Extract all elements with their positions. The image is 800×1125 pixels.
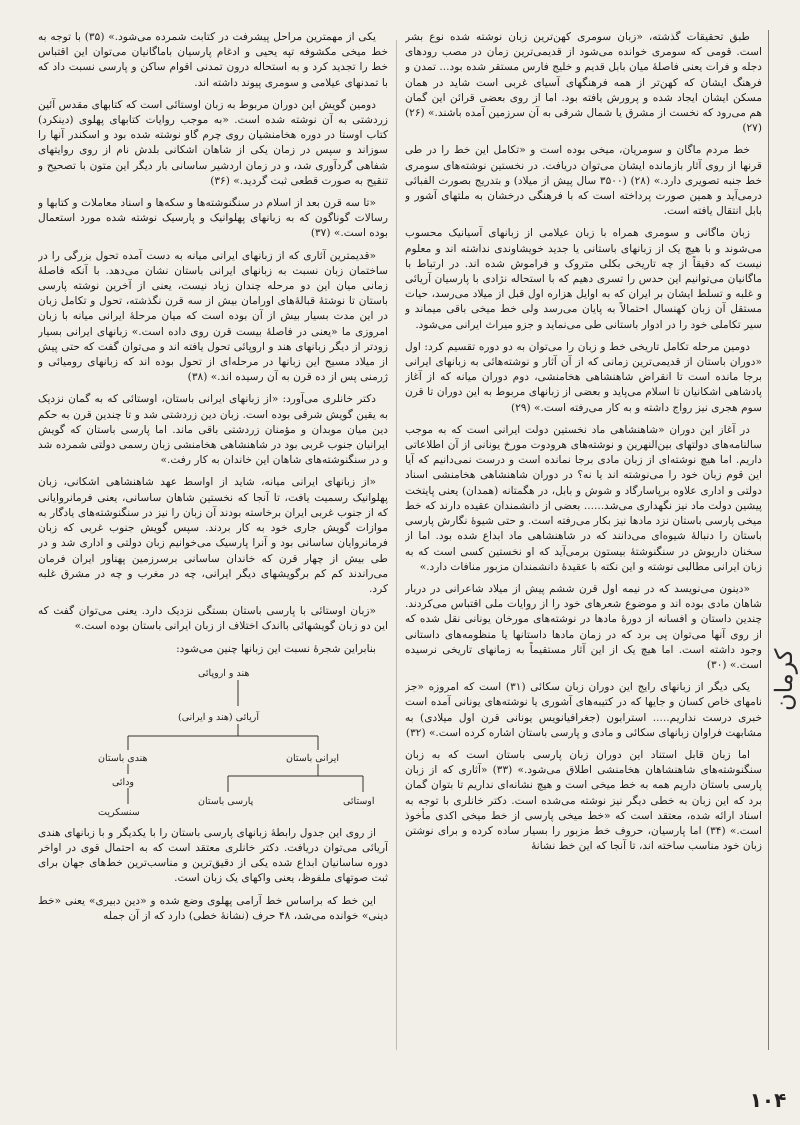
right-column	[405, 30, 762, 1100]
paragraph: اما زبان قابل استناد این دوران زبان پارسی باستان است که به زبان سنگنوشته‌های شاهنشاهان هخامنشی اطلاق می‌شود.» (۳۳) «آثاری که از زبان پارسی باستان داریم همه به خط میخی است و هیچ نشانه‌ای نداریم تا بتوان گمان برد که این زبان به خطی دیگر نیز نوشته می‌شده است. دکتر خانلری با توجه به اسناد ارائه شده، معتقد است که «خط میخی پارسی از خط میخی اکدی مأخوذ است.» (۳۴) اما پارسیان، حروف خط مزبور را بسیار ساده کرده و برای نوشتن زبان خود مناسب ساخته اند، تا آنجا که این خط نشانهٔ	[405, 748, 762, 853]
column-divider	[396, 40, 397, 1050]
tree-node-old-indian: هندی باستان	[98, 752, 148, 764]
tree-node-root: هند و اروپائی	[198, 667, 250, 679]
paragraph: خط مردم ماگان و سومریان، میخی بوده است و «تکامل این خط را در طی قرنها از روی آثار بازمانده ایشان می‌توان دریافت. در نخستین نوشته‌های سومری خط جنبه تصویری دارد.» (۲۸) (۳۵۰۰ سال پیش از میلاد) و بتدریج بصورت الفبائی درمی‌آید و همین صورت پرداخته است که با فرهنگی درخشان به ملتهای آشور و بابل انتقال یافته است.	[405, 144, 762, 218]
paragraph: یکی دیگر از زبانهای رایج این دوران زبان سکائی (۳۱) است که امروزه «جز نامهای خاص کسان و جایها که در کتیبه‌های آشوری یا نوشته‌های یونانی آمده است خبری درست نداریم..... استرابون (جغرافیانویس یونانی قرن اول میلادی) به مشابهت فراوان زبانهای سکائی و مادی و پارسی باستان اشاره کرده است.» (۳۲)	[405, 681, 762, 739]
paragraph: بنابراین شجرهٔ نسبت این زبانها چنین می‌شود:	[176, 642, 376, 655]
paragraph: دومین گویش این دوران مربوط به زبان اوستائی است که کتابهای مقدس آئین زردشتی به آن نوشته شده است. «به موجب روایات کتابهای پهلوی (دینکرد) کتاب اوستا در دوره هخامنشیان روی چرم گاو نوشته شده بود و اسکندر آنها را سوزاند و سپس در زمان یکی از شاهان اشکانی بلدش نام از روی روایتهای شفاهی گردآوری شد، و در زمان اردشیر ساسانی بار دیگر این متون با تصحیح و تنقیح به صورت قطعی ثبت گردید.» (۳۶)	[38, 98, 388, 187]
tree-node-old-iranian: ایرانی باستان	[286, 752, 339, 764]
paragraph: «تا سه قرن بعد از اسلام در سنگنوشته‌ها و سکه‌ها و اسناد معاملات و کتابها و رسالات گوناگون که به زبانهای پهلوانیک و پارسیک نوشته شده مورد استعمال بوده است.» (۳۷)	[38, 197, 388, 240]
page-number: ۱۰۴	[749, 1088, 787, 1112]
paragraph: زبان ماگانی و سومری همراه با زبان عیلامی از زبانهای آسیانیک محسوب می‌شوند و با هیچ یک از زبانهای باستانی یا جدید خویشاوندی نداشته اند و معلوم نیست که دقیقاً از چه تاریخی بکلی متروک و فراموش شده اند. در ارتباط با ماگانیان می‌توانیم این حدس را تسری دهیم که با استحاله نژادی با پارسیان آریائی و غلبه و تسلط ایشان بر ایران که به اوایل هزاره اول قبل از میلاد می‌رسد، حیات مستقل آن زبان کهنسال احتمالاً به پایان می‌رسد ولی خط میخی باقی میماند و سیر تکاملی خود را در ادوار باستانی طی می‌نماید و جزو میراث ایرانی می‌شود.	[405, 227, 762, 331]
tree-node-vedic: ودائی	[112, 776, 135, 788]
paragraph: از روی این جدول رابطهٔ زبانهای پارسی باستان را با یکدیگر و با زبانهای هندی آریائی می‌توان دریافت. دکتر خانلری معتقد است که به احتمال قوی در اواخر دوره ساسانیان ابداع شده یکی از دقیق‌ترین و مناسب‌ترین خط‌های جهان برای ثبت صوتهای ملفوظ، یعنی واکهای یک زبان است.	[38, 826, 388, 885]
page-edge-rule	[768, 30, 769, 1050]
magazine-logo: کرمان	[770, 648, 798, 712]
paragraph: «از زبانهای ایرانی میانه، شاید از اواسط عهد شاهنشاهی اشکانی، زبان پهلوانیک رسمیت یافت، تا آنجا که نخستین شاهان ساسانی، یعنی فرمانروایانی که از جنوب غربی ایران برخاسته بودند آن زبان را نیز در سنگنوشته‌های یادگار به موازات گویش جاری خود به کار بردند. سپس گویش جنوب غربی که زبان فرمانروایان ساسانی بود و آنرا پارسیک می‌خوانیم زبان دولتی و اداری شد و در طی بیش از چهار قرن که خاندان ساسانی برسرزمین پهناور ایران فرمان می‌راندند کم کم برگویشهای دیگر ایرانی، چه در مغرب و چه در مشرق غلبه کرد.	[38, 476, 388, 595]
paragraph: «دینون می‌نویسد که در نیمه اول قرن ششم پیش از میلاد شاعرانی در دربار شاهان مادی بوده اند و موضوع شعرهای خود را از روایات ملی اقتباس می‌کردند. چندین داستان و افسانه از دورهٔ مادها در نوشته‌های مورخان یونانی نقل شده که از روی آنها می‌توان پی برد که در زمان مادها داستانها یا منظومه‌های داستانی وجود داشته است. اما هیچ یک از این آثار مستقیماً به زمانهای تاریخی نرسیده است.» (۳۰)	[405, 582, 762, 671]
paragraph: در آغاز این دوران «شاهنشاهی ماد نخستین دولت ایرانی است که به موجب سالنامه‌های دولتهای بین‌النهرین و نوشته‌های هرودوت مورخ یونانی از آن اطلاعاتی داریم. اما هیچ نوشته‌ای از زبان مادی برجا نمانده است و درست نمی‌دانیم که آیا این قوم زبان خود را می‌نوشته اند یا نه؟ در دوران شاهنشاهی هخامنشی اسناد دولتی و اداری علاوه برپاسارگاد و شوش و بابل، در هگمتانه (همدان) یعنی پایتخت پیشین دولت ماد نیز نگهداری می‌شد...... بعضی از دانشمندان عقیده دارند که خط میخی پارسی باستان نزد مادها نیز بکار می‌رفته است. و حتی شیوهٔ نگارش پارسی باستان را دنبالهٔ شیوه‌ای می‌دانند که در شاهنشاهی ماد ابداع شده بود. اما از سخنان داریوش در سنگنوشتهٔ بیستون برمی‌آید که او نخستین کسی است که به زبان ایرانی مطالبی نوشته و این نکته با عقیدهٔ دانشمندان مزبور منافات دارد.»	[405, 423, 762, 573]
tree-node-avestan: اوستائی	[343, 795, 375, 807]
tree-node-sanskrit: سنسکریت	[98, 806, 140, 818]
left-column	[38, 30, 388, 1100]
paragraph: طبق تحقیقات گذشته، «زبان سومری کهن‌ترین زبان نوشته شده نوع بشر است. قومی که سومری خوانده می‌شود از قدیمی‌ترین زمان در مصب رودهای دجله و فرات یعنی فاصلهٔ میان بابل قدیم و خلیج فارس مستقر شده بود... تمدن و فرهنگ ایشان که کهن‌تر از همه فرهنگهای آسیای غربی است شاید در همان مسکن ایشان ایجاد شده و پرورش یافته بود. اما از روی بعضی قرائن این گمان هم می‌رود که نخست از مشرق یا شمال شرقی به آن سرزمین آمده باشند.» (۲۶) (۲۷)	[405, 31, 762, 135]
paragraph: دومین مرحله تکامل تاریخی خط و زبان را می‌توان به دو دوره تقسیم کرد: اول «دوران باستان از قدیمی‌ترین زمانی که از آن آثار و نوشته‌هائی به زبانهای ایرانی برجا مانده است تا انقراض شاهنشاهی هخامنشی، دوم دوران میانه که از آغاز پادشاهی اشکانیان تا اسلام می‌پاید و بعضی از زبانهای مربوط به این دوران تا قرن سوم هجری نیز رواج داشته و به کار می‌رفته است.» (۲۹)	[405, 340, 762, 414]
paragraph: یکی از مهمترین مراحل پیشرفت در کتابت شمرده می‌شود.» (۳۵) با توجه به خط میخی مکشوفه تپه یحیی و ادغام پارسیان باماگانیان می‌توان این اقتباس خط را تجدید کرد و به استحاله درون تمدنی اقوام ساکن و پارسی نسبت داد که با تمدنهای عیلامی و سومری پیوند داشته اند.	[38, 31, 388, 89]
paragraph: «زبان اوستائی با پارسی باستان بستگی نزدیک دارد. یعنی می‌توان گفت که این دو زبان گویشهائی بااندک اختلاف از زبان ایرانی باستان بوده است.»	[38, 605, 388, 633]
language-family-tree	[38, 664, 388, 826]
tree-node-aryan: آریائی (هند و ایرانی)	[178, 711, 259, 723]
paragraph: این خط که براساس خط آرامی پهلوی وضع شده و «دین دبیری» یعنی «خط دینی» خوانده می‌شد، ۴۸ حرف (نشانهٔ خطی) دارد که از آن جمله	[38, 894, 388, 922]
paragraph: «قدیمترین آثاری که از زبانهای ایرانی میانه به دست آمده تحول بزرگی را در ساختمان زبان نسبت به زبانهای ایرانی باستان نشان می‌دهد. با آنکه فاصلهٔ زمانی میان این دو مرحله چندان زیاد نیست، یعنی از آخرین نوشته پارسی باستان تا نوشتهٔ قبالهٔ‌های اورامان بیش از سه قرن نگذشته، تحول و تکامل زبان در این مدت بسیار بیش از آن بوده است که میان مرحلهٔ ایرانی میانه با زبان امروزی ما «یعنی در فاصلهٔ بیست قرن روی داده است.» زبانهای ایرانی بسیار زودتر از دیگر زبانهای هند و اروپائی تحول یافته اند و می‌توان گفت که حتی پیش از میلاد مسیح این زبانها در مرحله‌ای از تحول بوده اند که زبانهای رومیائی و ژرمنی پس از ده قرن به آن رسیده اند.» (۳۸)	[38, 249, 388, 384]
paragraph: دکتر خانلری می‌آورد: «از زبانهای ایرانی باستان، اوستائی که به گمان نزدیک به یقین گویش شرقی بوده است. زبان دین زردشتی شد و تا چندین قرن به حکم دین میان موبدان و مؤمنان زردشتی باقی ماند. اما پارسی باستان که گویش ایرانیان جنوب غربی بود در شاهنشاهی هخامنشی زبان رسمی دولتی شمرده شد و در سنگنوشته‌های شاهان این خاندان به کار رفت.»	[38, 393, 388, 467]
tree-node-old-persian: پارسی باستان	[198, 795, 254, 807]
